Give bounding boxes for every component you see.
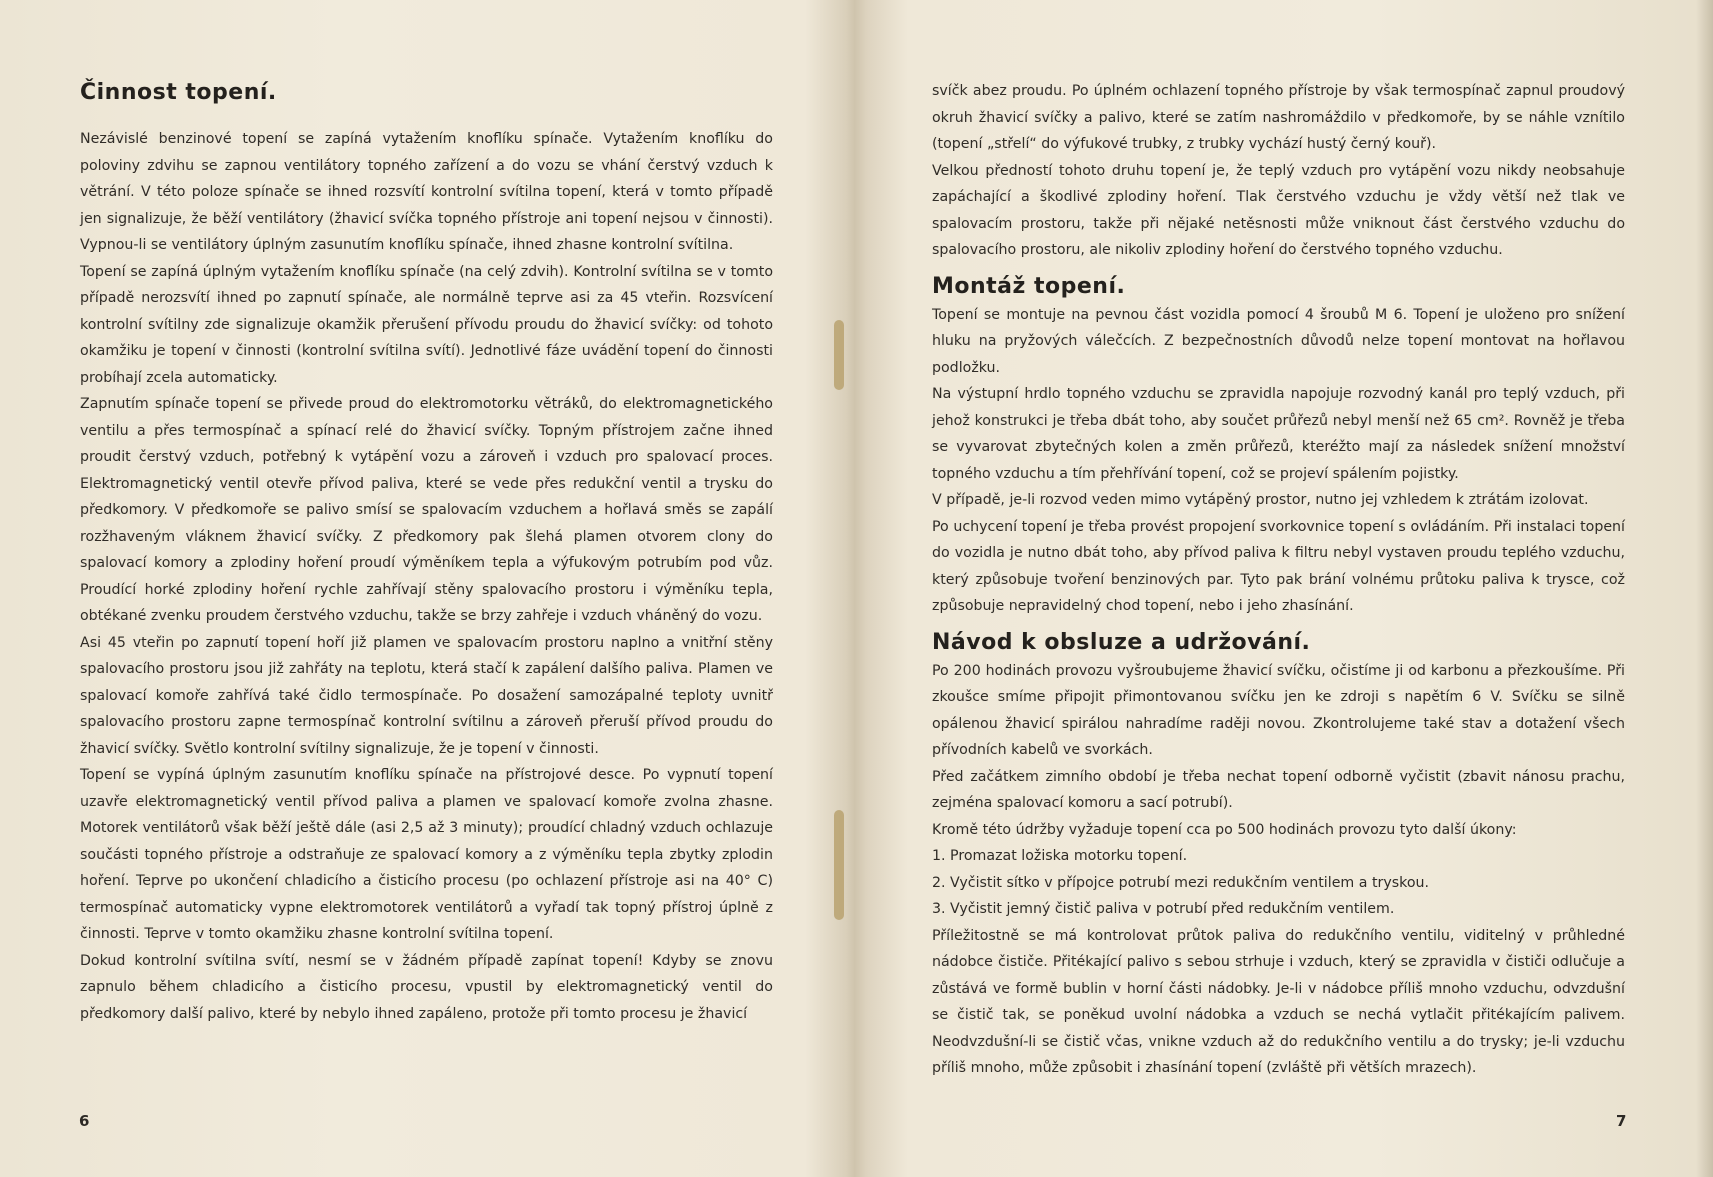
paragraph: Příležitostně se má kontrolovat průtok paliva do redukčního ventilu, viditelný v průhledné nádobce čističe. Přitékající palivo s sebou strhuje i vzduch, který se zpravidla v čističi odlučuje a zůstává ve formě bublin v horní části nádobky. Je-li v nádobce příliš mnoho vzduchu, odvzdušní se čistič tak, se poněkud uvolní nádobka a vzduch se nechá vytlačit přitékajícím palivem. Neodvzdušní-li se čistič včas, vnikne vzduch až do redukčního ventilu a do trysky; je-li vzduchu příliš mnoho, může způsobit i zhasínání topení (zvláště při větších mrazech). <box>932 927 1625 1076</box>
list-item: 1. Promazat ložiska motorku topení. <box>932 848 1188 864</box>
page-left-content <box>80 78 773 1027</box>
paragraph: Topení se zapíná úplným vytažením knoflíku spínače (na celý zdvih). Kontrolní svítilna se v tomto případě nerozsvítí ihned po zapnutí spínače, ale normálně teprve asi za 45 vteřin. Rozsvícení kontrolní svítilny zde signalizuje okamžik přerušení přívodu proudu do žhavicí svíčky: od tohoto okamžiku je topení v činnosti (kontrolní svítilna svítí). Jednotlivé fáze uvádění topení do činnosti probíhají zcela automaticky. <box>80 263 773 386</box>
paragraph: Nezávislé benzinové topení se zapíná vytažením knoflíku spínače. Vytažením knoflíku do poloviny zdvihu se zapnou ventilátory topného zařízení a do vozu se vhání čerstvý vzduch k větrání. V této poloze spínače se ihned rozsvítí kontrolní svítilna topení, která v tomto případě jen signalizuje, že běží ventilátory (žhavicí svíčka topného přístroje ani topení nejsou v činnosti). Vypnou-li se ventilátory úplným zasunutím knoflíku spínače, ihned zhasne kontrolní svítilna. <box>80 131 773 253</box>
paragraph: svíčk abez proudu. Po úplném ochlazení topného přístroje by však termospínač zapnul proudový okruh žhavicí svíčky a palivo, které se zatím nashromáždilo v předkomoře, by se náhle vznítilo (topení „střelí“ do výfukové trubky, z trubky vychází hustý černý kouř). <box>932 83 1625 152</box>
list-item: 2. Vyčistit sítko v přípojce potrubí mezi redukčním ventilem a tryskou. <box>932 874 1430 891</box>
paragraph: Dokud kontrolní svítilna svítí, nesmí se v žádném případě zapínat topení! Kdyby se znovu zapnulo během chladicího a čisticího procesu, vpustil by elektromagnetický ventil do předkomory další palivo, které by nebylo ihned zapáleno, protože při tomto procesu je žhavicí <box>80 952 773 1022</box>
paragraph: Velkou předností tohoto druhu topení je, že teplý vzduch pro vytápění vozu nikdy neobsahuje zapáchající a škodlivé zplodiny hoření. Tlak čerstvého vzduchu je vždy větší než tlak ve spalovacím prostoru, takže při nějaké netěsnosti může vniknout část čerstvého vzduchu do spalovacího prostoru, ale nikoliv zplodiny hoření do čerstvého topného vzduchu. <box>932 162 1625 258</box>
paragraph: Asi 45 vteřin po zapnutí topení hoří již plamen ve spalovacím prostoru naplno a vnitřní stěny spalovacího prostoru jsou již zahřáty na teplotu, která stačí k zapálení dalšího paliva. Plamen ve spalovací komoře zahřívá také čidlo termospínače. Po dosažení samozápalné teploty uvnitř spalovacího prostoru zapne termospínač kontrolní svítilnu a zároveň přeruší přívod proudu do žhavicí svíčky. Světlo kontrolní svítilny signalizuje, že je topení v činnosti. <box>80 634 773 757</box>
page-right <box>868 0 1713 1177</box>
paragraph: Před začátkem zimního období je třeba nechat topení odborně vyčistit (zbavit nánosu prachu, zejména spalovací komoru a sací potrubí). <box>932 768 1625 811</box>
list-item: 3. Vyčistit jemný čistič paliva v potrubí před redukčním ventilem. <box>932 901 1395 917</box>
page-left <box>0 0 845 1177</box>
heading-navod-k-obsluze: Návod k obsluze a udržování. <box>932 629 1311 655</box>
paragraph: Topení se montuje na pevnou část vozidla pomocí 4 šroubů M 6. Topení je uloženo pro snížení hluku na pryžových válečcích. Z bezpečnostních důvodů nelze topení montovat na hořlavou podložku. <box>932 306 1625 376</box>
paragraph: Po uchycení topení je třeba provést propojení svorkovnice topení s ovládáním. Při instalaci topení do vozidla je nutno dbát toho, aby přívod paliva k filtru nebyl vystaven proudu teplého vzduchu, který způsobuje tvoření benzinových par. Tyto pak brání volnému průtoku paliva k trysce, což způsobuje nepravidelný chod topení, nebo i jeho zhasínání. <box>932 518 1625 614</box>
paragraph: Zapnutím spínače topení se přivede proud do elektromotorku větráků, do elektromagnetického ventilu a přes termospínač a spínací relé do žhavicí svíčky. Topným přístrojem začne ihned proudit čerstvý vzduch, potřebný k vytápění vozu a zároveň i vzduch pro spalovací proces. Elektromagnetický ventil otevře přívod paliva, které se vede přes redukční ventil a trysku do předkomory. V předkomoře se palivo smísí se spalovacím vzduchem a hořlavá směs se zapálí rozžhaveným vláknem žhavicí svíčky. Z předkomory pak šlehá plamen otvorem clony do spalovací komory a zplodiny hoření proudí výměníkem tepla a výfukovým potrubím pod vůz. Proudící horké zplodiny hoření rychle zahřívají stěny spalovacího prostoru i výměníku tepla, obtékané zvenku proudem čerstvého vzduchu, takže se brzy zahřeje i vzduch vháněný do vozu. <box>80 396 773 624</box>
paragraph: V případě, je-li rozvod veden mimo vytápěný prostor, nutno jej vzhledem k ztrátám izolovat. <box>932 492 1589 508</box>
paragraph: Kromě této údržby vyžaduje topení cca po 500 hodinách provozu tyto další úkony: <box>932 821 1517 838</box>
page-number-right: 7 <box>1616 1112 1627 1130</box>
page-right-content <box>932 78 1625 1082</box>
paragraph: Po 200 hodinách provozu vyšroubujeme žhavicí svíčku, očistíme ji od karbonu a přezkoušíme. Při zkoušce smíme připojit přimontovanou svíčku jen ke zdroji s napětím 6 V. Svíčku se silně opálenou žhavicí spirálou nahradíme raději novou. Zkontrolujeme také stav a dotažení všech přívodních kabelů ve svorkách. <box>932 662 1625 758</box>
heading-montaz-topeni: Montáž topení. <box>932 273 1126 299</box>
paragraph: Na výstupní hrdlo topného vzduchu se zpravidla napojuje rozvodný kanál pro teplý vzduch, při jehož konstrukci je třeba dbát toho, aby součet průřezů nebyl menší než 65 cm². Rovněž je třeba se vyvarovat zbytečných kolen a změn průřezů, kteréžto mají za následek snížení množství topného vzduchu a tím přehřívání topení, což se projeví spálením pojistky. <box>932 386 1625 482</box>
page-number-left: 6 <box>79 1112 90 1130</box>
heading-cinnost-topeni: Činnost topení. <box>80 80 277 105</box>
paragraph: Topení se vypíná úplným zasunutím knoflíku spínače na přístrojové desce. Po vypnutí topení uzavře elektromagnetický ventil přívod paliva a plamen ve spalovací komoře zvolna zhasne. Motorek ventilátorů však běží ještě dále (asi 2,5 až 3 minuty); proudící chladný vzduch ochlazuje součásti topného přístroje a odstraňuje ze spalovací komory a z výměníku tepla zbytky zplodin hoření. Teprve po ukončení chladicího a čisticího procesu (po ochlazení přístroje asi na 40° C) termospínač automaticky vypne elektromotorek ventilátorů a vyřadí tak topný přístroj úplně z činnosti. Teprve v tomto okamžiku zhasne kontrolní svítilna topení. <box>80 767 773 942</box>
